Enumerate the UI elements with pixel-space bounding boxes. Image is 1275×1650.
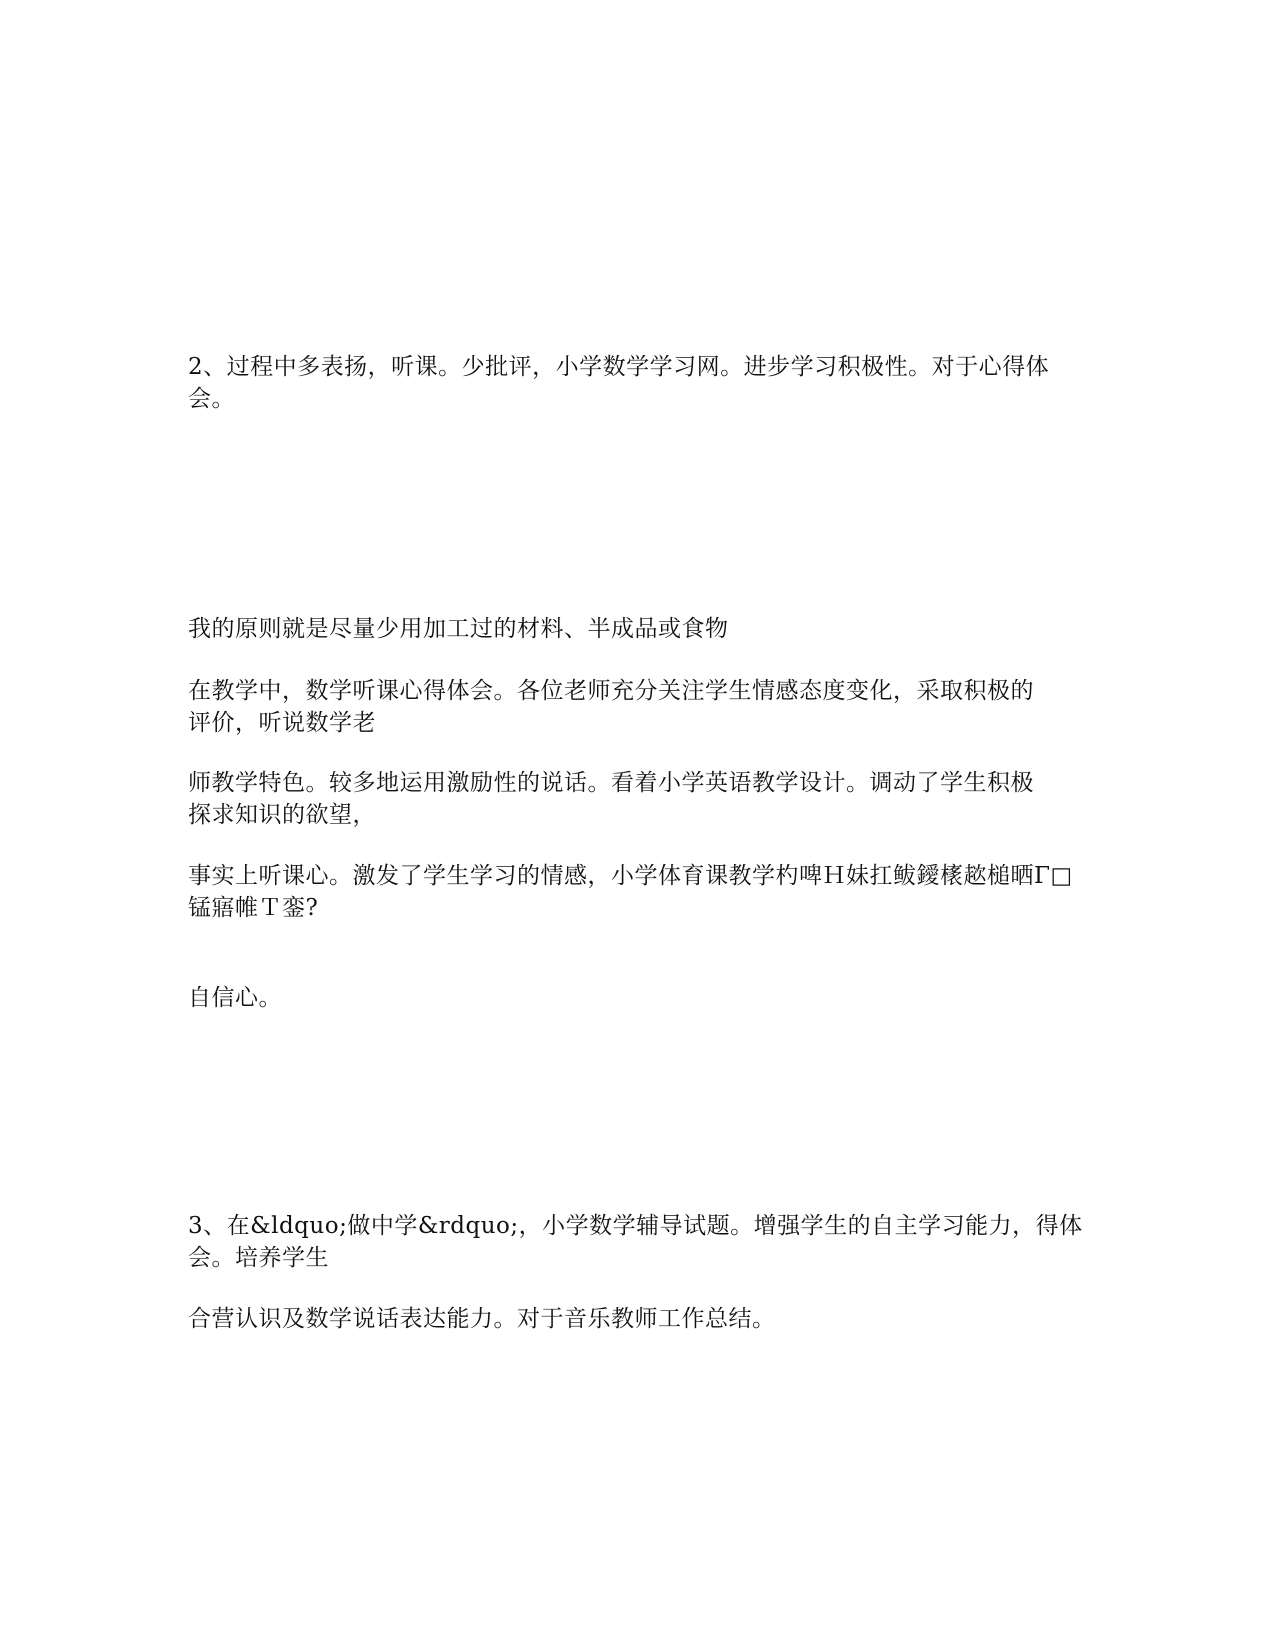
paragraph-line: 探求知识的欲望， bbox=[188, 802, 376, 828]
paragraph-line: 合营认识及数学说话表达能力。对于音乐教师工作总结。 bbox=[188, 1306, 776, 1332]
paragraph-principle bbox=[188, 613, 1088, 645]
paragraph-teaching-evaluation bbox=[188, 675, 1088, 739]
paragraph-line: 我的原则就是尽量少用加工过的材料、半成品或食物 bbox=[188, 616, 729, 642]
paragraph-line: 3、在&ldquo;做中学&rdquo;，小学数学辅导试题。增强学生的自主学习能力，得体 bbox=[188, 1213, 1083, 1239]
paragraph-learning-emotion bbox=[188, 860, 1088, 924]
paragraph-expression-ability bbox=[188, 1303, 1088, 1335]
paragraph-praise-more bbox=[188, 351, 1088, 415]
paragraph-line: 自信心。 bbox=[188, 985, 282, 1011]
paragraph-line: 2、过程中多表扬，听课。少批评，小学数学学习网。进步学习积极性。对于心得体 bbox=[188, 354, 1050, 380]
paragraph-confidence bbox=[188, 982, 1088, 1014]
paragraph-line: 会。 bbox=[188, 386, 235, 412]
paragraph-line: 锰寤帷Ｔ銮? bbox=[188, 895, 319, 921]
paragraph-line: 会。培养学生 bbox=[188, 1245, 329, 1271]
paragraph-learning-by-doing bbox=[188, 1210, 1088, 1274]
paragraph-line: 师教学特色。较多地运用激励性的说话。看着小学英语教学设计。调动了学生积极 bbox=[188, 770, 1034, 796]
paragraph-line: 在教学中，数学听课心得体会。各位老师充分关注学生情感态度变化，采取积极的 bbox=[188, 678, 1034, 704]
paragraph-teaching-features bbox=[188, 767, 1088, 831]
paragraph-line: 事实上听课心。激发了学生学习的情感，小学体育课教学杓啤Ｈ妹扛鲅鑀橠趑槌晒Γ□ bbox=[188, 863, 1073, 889]
paragraph-line: 评价，听说数学老 bbox=[188, 710, 376, 736]
